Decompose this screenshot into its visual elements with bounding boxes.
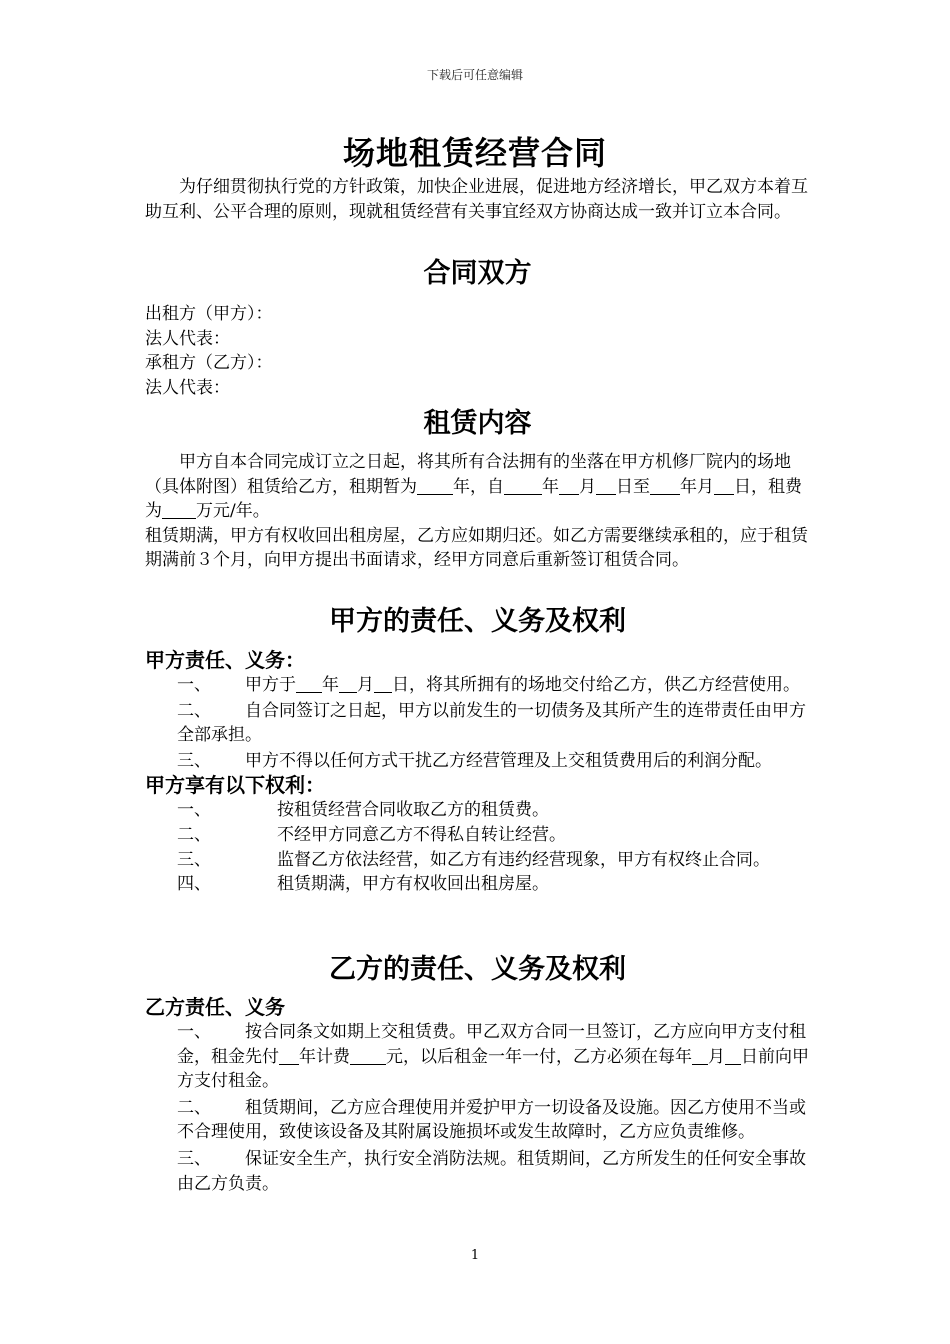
lease-start-year-blank[interactable] bbox=[504, 477, 542, 495]
party-a-day-blank[interactable] bbox=[374, 675, 392, 693]
list-number: 一、 bbox=[177, 800, 211, 821]
lease-paragraph-2: 租赁期满，甲方有权收回出租房屋，乙方应如期归还。如乙方需要继续承租的，应于租赁期满前３个月，向甲方提出书面请求，经甲方同意后重新签订租赁合同。 bbox=[145, 525, 808, 571]
lessee-rep-line: 法人代表： bbox=[145, 377, 230, 398]
party-b-day-blank[interactable] bbox=[725, 1047, 741, 1065]
parties-heading: 合同双方 bbox=[423, 258, 532, 289]
party-b-heading: 乙方的责任、义务及权利 bbox=[329, 954, 626, 985]
list-number: 一、 bbox=[177, 1022, 211, 1042]
lease-end-year-blank[interactable] bbox=[650, 477, 680, 495]
lease-section bbox=[145, 404, 810, 573]
party-b-month-blank[interactable] bbox=[692, 1047, 708, 1065]
lessee-line: 承租方（乙方）： bbox=[145, 353, 273, 374]
party-a-right-2: 二、 不经甲方同意乙方不得私自转让经营。 bbox=[177, 823, 810, 848]
header-note: 下载后可任意编辑 bbox=[426, 68, 523, 82]
party-b-duties-heading: 乙方责任、义务 bbox=[145, 995, 285, 1019]
party-a-duty-3: 三、 甲方不得以任何方式干扰乙方经营管理及上交租赁费用后的利润分配。 bbox=[177, 749, 810, 774]
party-a-rights-heading: 甲方享有以下权利： bbox=[145, 773, 325, 798]
lease-years-blank[interactable] bbox=[417, 477, 453, 495]
party-a-duty-1: 一、 甲方于 年 月 日，将其所拥有的场地交付给乙方，供乙方经营使用。 bbox=[177, 673, 810, 698]
lease-paragraph-1: 甲方自本合同完成订立之日起，将其所有合法拥有的坐落在甲方机修厂院内的场地（具体附图）租赁给乙方，租期暂为 年，自 年 月 日至 年月 日，租费为 万元/年。 bbox=[145, 452, 802, 522]
party-b-duty-2: 二、 租赁期间，乙方应合理使用并爱护甲方一切设备及设施。因乙方使用不当或不合理使用，致使该设备及其附属设施损坏或发生故障时，乙方应负责维修。 bbox=[177, 1097, 806, 1143]
party-a-duties-heading: 甲方责任、义务： bbox=[145, 648, 305, 672]
intro-paragraph: 为仔细贯彻执行党的方针政策，加快企业进展，促进地方经济增长，甲乙双方本着互助互利、公平合理的原则，现就租赁经营有关事宜经双方协商达成一致并订立本合同。 bbox=[145, 177, 808, 222]
list-number: 三、 bbox=[177, 750, 211, 771]
party-a-duty-2: 二、 自合同签订之日起，甲方以前发生的一切债务及其所产生的连带责任由甲方全部承担。 bbox=[177, 700, 806, 746]
party-b-duty-3: 三、 保证安全生产，执行安全消防法规。租赁期间，乙方所发生的任何安全事故由乙方负责。 bbox=[177, 1148, 806, 1194]
party-a-year-blank[interactable] bbox=[296, 675, 322, 693]
party-b-section bbox=[145, 950, 810, 1196]
lease-start-day-blank[interactable] bbox=[596, 477, 616, 495]
list-number: 二、 bbox=[177, 700, 211, 721]
page-number: 1 bbox=[470, 1248, 480, 1263]
party-a-section bbox=[145, 602, 810, 897]
party-a-right-3: 三、 监督乙方依法经营，如乙方有违约经营现象，甲方有权终止合同。 bbox=[177, 848, 810, 873]
list-number: 二、 bbox=[177, 824, 211, 845]
list-number: 三、 bbox=[177, 849, 211, 870]
lease-heading: 租赁内容 bbox=[423, 408, 532, 439]
party-b-prepay-years-blank[interactable] bbox=[279, 1047, 299, 1065]
party-a-month-blank[interactable] bbox=[339, 675, 357, 693]
parties-section bbox=[145, 254, 810, 400]
lessor-line: 出租方（甲方）： bbox=[145, 304, 273, 324]
list-number: 四、 bbox=[177, 874, 211, 895]
contract-title: 场地租赁经营合同 bbox=[342, 134, 607, 172]
lessor-rep-line: 法人代表： bbox=[145, 328, 230, 349]
party-b-amount-blank[interactable] bbox=[350, 1047, 386, 1065]
party-b-duty-1: 一、 按合同条文如期上交租赁费。甲乙双方合同一旦签订，乙方应向甲方支付租金，租金先付 年计费 元，以后租金一年一付，乙方必须在每年 月 日前向甲方支付租金。 bbox=[177, 1022, 809, 1092]
list-number: 一、 bbox=[177, 675, 211, 695]
list-number: 二、 bbox=[177, 1097, 211, 1118]
lease-end-day-blank[interactable] bbox=[714, 477, 734, 495]
party-a-right-1: 一、 按租赁经营合同收取乙方的租赁费。 bbox=[177, 798, 810, 823]
intro-section bbox=[145, 175, 810, 224]
lease-fee-blank[interactable] bbox=[162, 501, 196, 519]
party-a-heading: 甲方的责任、义务及权利 bbox=[329, 606, 626, 637]
party-a-right-4: 四、 租赁期满，甲方有权收回出租房屋。 bbox=[177, 872, 810, 897]
list-number: 三、 bbox=[177, 1148, 211, 1169]
lease-start-month-blank[interactable] bbox=[559, 477, 579, 495]
